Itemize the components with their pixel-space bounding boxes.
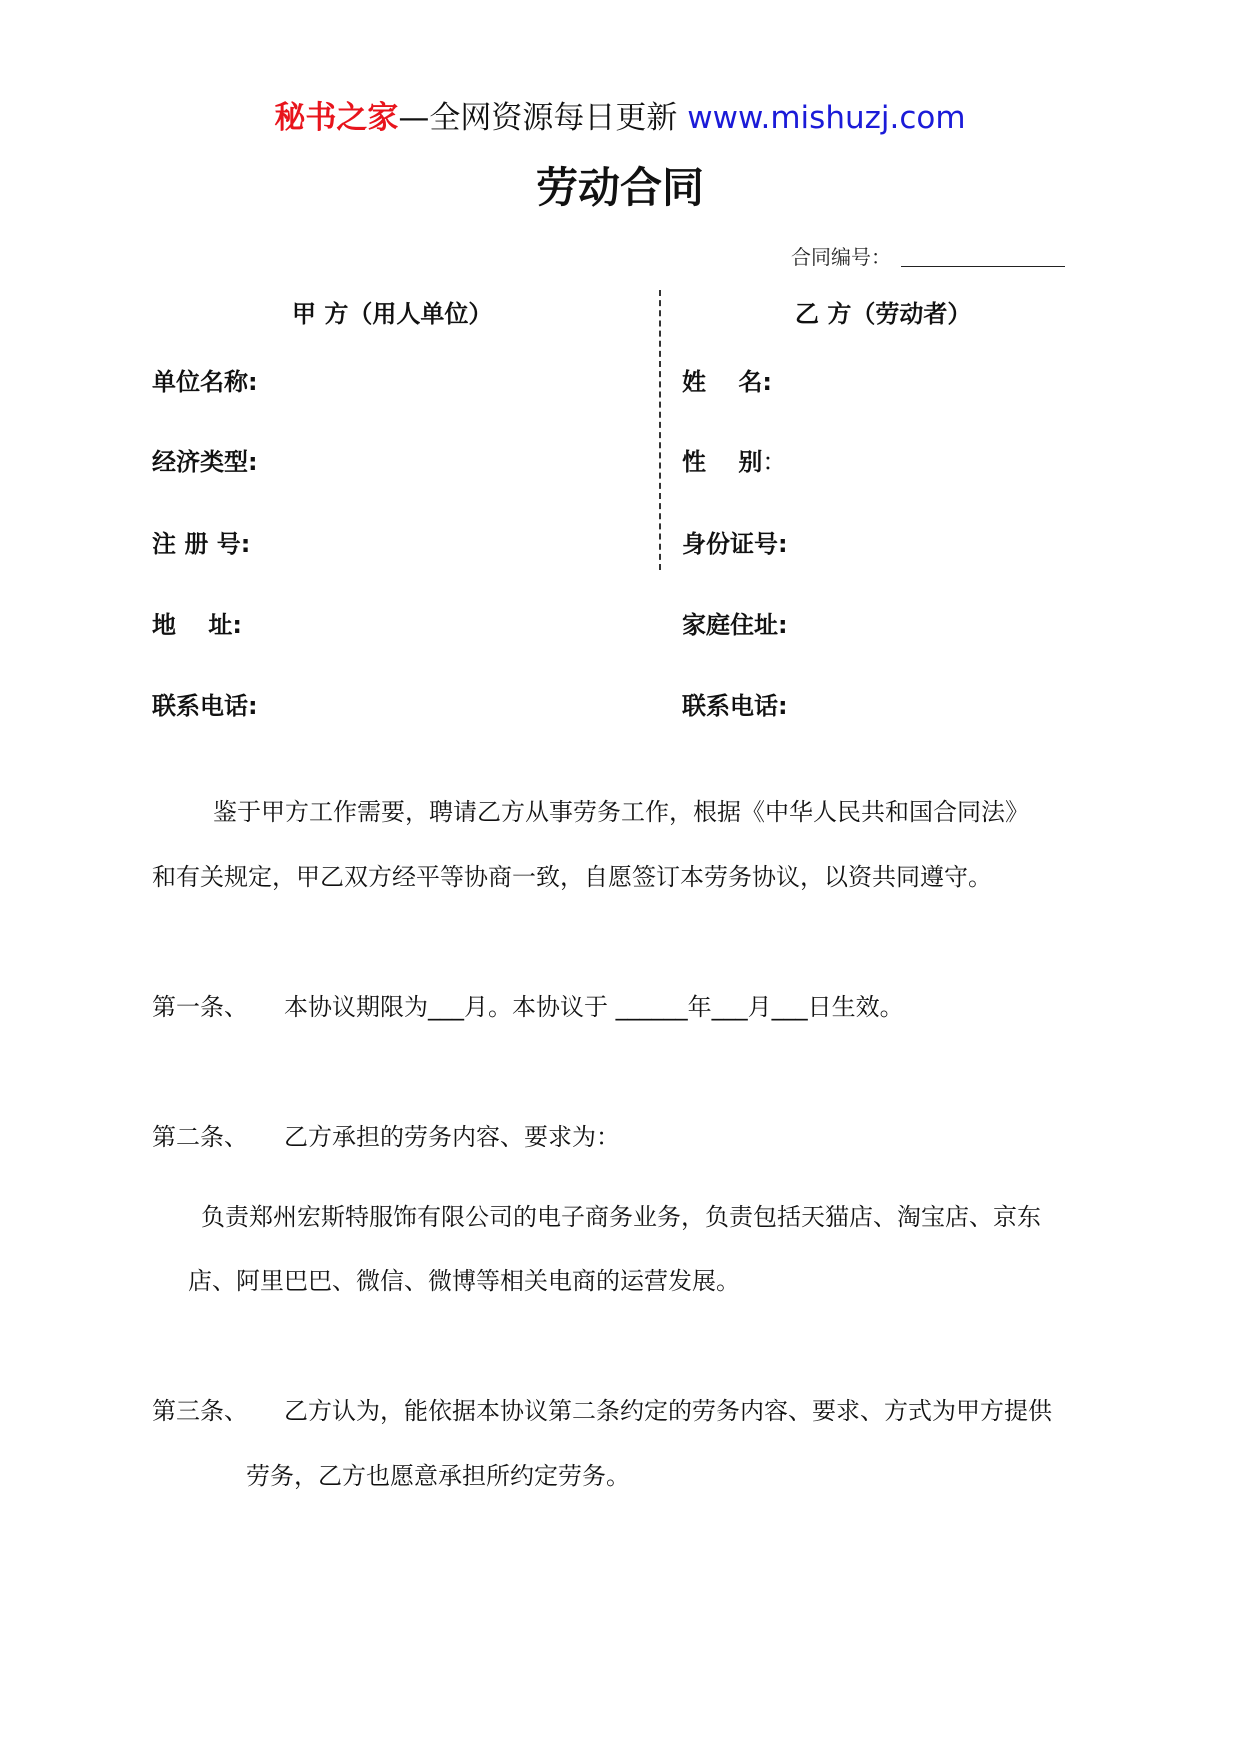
preamble-line-2: 和有关规定，甲乙双方经平等协商一致，自愿签订本劳务协议，以资共同遵守。 — [152, 863, 992, 891]
party-divider — [659, 290, 661, 570]
article-3-line-1: 乙方认为，能依据本协议第二条约定的劳务内容、要求、方式为甲方提供 — [284, 1397, 1052, 1425]
article-2-detail-line-1: 负责郑州宏斯特服饰有限公司的电子商务业务，负责包括天猫店、淘宝店、京东 — [201, 1203, 1041, 1231]
party-b-heading: 乙 方（劳动者） — [795, 300, 972, 328]
party-a-company-name-label: 单位名称: — [152, 368, 258, 396]
brand-name: 秘书之家 — [274, 100, 399, 136]
article-2-number: 第二条、 — [152, 1123, 248, 1151]
site-banner — [0, 98, 1240, 138]
party-a-registration-no-label: 注 册 号: — [152, 530, 251, 558]
party-b-home-address-label: 家庭住址: — [682, 611, 788, 639]
party-b-gender-colon: ： — [762, 448, 787, 476]
party-a-phone-label: 联系电话: — [152, 692, 258, 720]
party-b-name-label: 姓 名: — [682, 368, 772, 396]
article-1-number: 第一条、 — [152, 993, 248, 1021]
document-title: 劳动合同 — [535, 163, 704, 212]
party-a-address-label: 地 址: — [152, 611, 242, 639]
party-a-economic-type-label: 经济类型: — [152, 448, 258, 476]
site-url-link[interactable]: www.mishuzj.com — [687, 100, 966, 136]
party-b-gender-label — [682, 446, 786, 478]
article-2-detail-line-2: 店、阿里巴巴、微信、微博等相关电商的运营发展。 — [188, 1267, 740, 1295]
slogan: —全网资源每日更新 — [398, 100, 678, 136]
article-2-text: 乙方承担的劳务内容、要求为： — [284, 1123, 620, 1151]
party-b-gender-text: 性 别 — [682, 448, 763, 476]
article-1-text: 本协议期限为___月。本协议于 ______年___月___日生效。 — [284, 993, 904, 1021]
article-3-line-2: 劳务，乙方也愿意承担所约定劳务。 — [246, 1462, 630, 1490]
contract-number-label: 合同编号： — [791, 245, 891, 269]
contract-number-blank[interactable] — [901, 266, 1065, 267]
party-b-id-number-label: 身份证号: — [682, 530, 788, 558]
party-a-heading: 甲 方（用人单位） — [292, 300, 493, 328]
party-b-phone-label: 联系电话: — [682, 692, 788, 720]
article-3-number: 第三条、 — [152, 1397, 248, 1425]
preamble-line-1: 鉴于甲方工作需要，聘请乙方从事劳务工作，根据《中华人民共和国合同法》 — [213, 798, 1029, 826]
